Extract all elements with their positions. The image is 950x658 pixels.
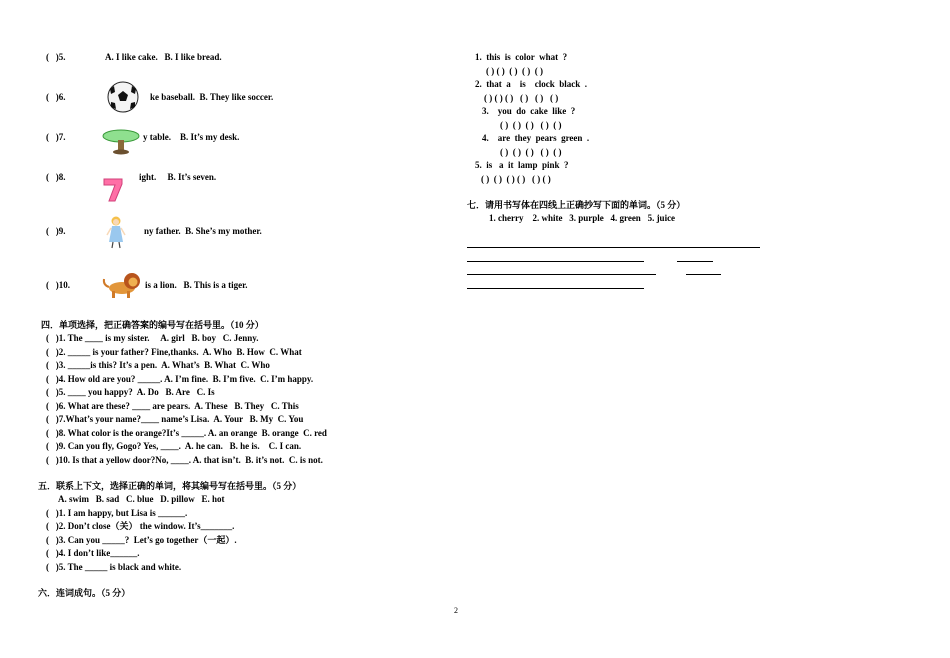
section4-item-4: ( )4. How old are you? _____. A. I’m fine. B. I’m five. C. I’m happy. [46, 374, 314, 384]
section7-title: 七．请用书写体在四线上正确抄写下面的单词。（5 分） [467, 200, 686, 210]
section6-item-5-parens: ( ) ( ) ( ) ( ) ( ) ( ) [481, 174, 551, 184]
section6-item-5-words: 5. is a it lamp pink ? [475, 160, 569, 170]
section4-item-2: ( )2. _____ is your father? Fine,thanks. A. Who B. How C. What [46, 347, 302, 357]
section6-item-1-words: 1. this is color what ? [475, 52, 568, 62]
q8-number: ( )8. [46, 172, 66, 182]
section5-item-5: ( )5. The _____ is black and white. [46, 562, 182, 572]
section5-title: 五．联系上下文，选择正确的单词，将其编号写在括号里。（5 分） [38, 481, 302, 491]
section6-item-1-parens: ( ) ( ) ( ) ( ) ( ) [486, 66, 543, 76]
section4-item-5: ( )5. ____ you happy? A. Do B. Are C. Is [46, 387, 215, 397]
lion-image [96, 268, 145, 300]
section6-item-4-parens: ( ) ( ) ( ) ( ) ( ) [500, 147, 562, 157]
section5-item-1: ( )1. I am happy, but Lisa is ______. [46, 508, 188, 518]
writing-line [467, 247, 760, 248]
section7-words: 1. cherry 2. white 3. purple 4. green 5. juice [489, 213, 676, 223]
writing-line [686, 274, 721, 275]
q10-number: ( )10. [46, 280, 70, 290]
section4-item-10: ( )10. Is that a yellow door?No, ____. A. that isn’t. B. it’s not. C. is not. [46, 455, 323, 465]
writing-line [467, 274, 656, 275]
number-seven-image [91, 173, 138, 205]
section6-item-3-parens: ( ) ( ) ( ) ( ) ( ) [500, 120, 562, 130]
girl-image [88, 215, 145, 250]
q10-text: is a lion. B. This is a tiger. [145, 280, 248, 290]
section4-item-7: ( )7.What’s your name?____ name’s Lisa. A. Your B. My C. You [46, 414, 304, 424]
section4-item-9: ( )9. Can you fly, Gogo? Yes, ____. A. he can. B. he is. C. I can. [46, 441, 302, 451]
section5-item-2: ( )2. Don’t close（关） the window. It’s_______. [46, 521, 235, 531]
soccer-ball-image [96, 80, 150, 114]
section6-title: 六．连词成句。（5 分） [38, 588, 131, 598]
table-image [100, 127, 142, 157]
section5-item-3: ( )3. Can you _____? Let’s go together（一起）. [46, 535, 237, 545]
writing-line [677, 261, 713, 262]
section4-title: 四．单项选择，把正确答案的编号写在括号里。（10 分） [41, 320, 264, 330]
section6-item-2-words: 2. that a is clock black . [475, 79, 588, 89]
section4-item-8: ( )8. What color is the orange?It’s _____. A. an orange B. orange C. red [46, 428, 327, 438]
q6-text: ke baseball. B. They like soccer. [150, 92, 274, 102]
section6-item-2-parens: ( ) ( ) ( ) ( ) ( ) ( ) [484, 93, 559, 103]
page-number: 2 [454, 606, 458, 615]
writing-line [467, 261, 644, 262]
q5-number: ( )5. [46, 52, 66, 62]
section4-item-1: ( )1. The ____ is my sister. A. girl B. boy C. Jenny. [46, 333, 259, 343]
section5-options: A. swim B. sad C. blue D. pillow E. hot [58, 494, 225, 504]
q5-text: A. I like cake. B. I like bread. [105, 52, 222, 62]
q9-number: ( )9. [46, 226, 66, 236]
q6-number: ( )6. [46, 92, 66, 102]
section4-item-6: ( )6. What are these? ____ are pears. A. These B. They C. This [46, 401, 299, 411]
section6-item-4-words: 4. are they pears green . [482, 133, 590, 143]
writing-line [467, 288, 644, 289]
q9-text: ny father. B. She’s my mother. [144, 226, 262, 236]
q8-text: ight. B. It’s seven. [139, 172, 217, 182]
section5-item-4: ( )4. I don’t like______. [46, 548, 140, 558]
q7-number: ( )7. [46, 132, 66, 142]
section6-item-3-words: 3. you do cake like ? [482, 106, 576, 116]
q7-text: y table. B. It’s my desk. [143, 132, 240, 142]
section4-item-3: ( )3. _____is this? It’s a pen. A. What’s B. What C. Who [46, 360, 270, 370]
